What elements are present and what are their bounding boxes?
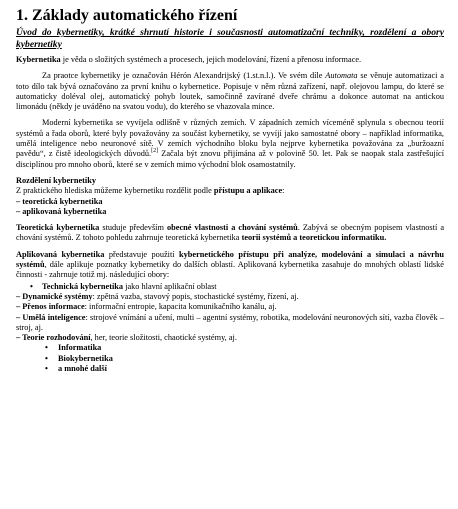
field-bold: Dynamické systémy xyxy=(22,291,93,301)
applied-text-1: představuje použití xyxy=(104,249,180,259)
field-bold: Teorie rozhodování xyxy=(22,333,91,343)
theoretical-bold-3: teorii systémů a teoretickou informatiku. xyxy=(241,233,387,243)
page-title: 1. Základy automatického řízení xyxy=(16,7,238,24)
field-text: : strojové vnímání a učení, multi – agentní systémy, robotika, modelování neuronových sítí, vazba člověk – stroj, aj. xyxy=(16,312,444,332)
division-line-prefix: Z praktického hlediska můžeme kybernetiku rozdělit podle xyxy=(16,186,214,196)
field-bold: Umělá inteligence xyxy=(22,312,86,322)
division-line xyxy=(16,186,444,196)
field-bold: Přenos informace xyxy=(22,302,85,312)
theoretical-text-1: studuje především xyxy=(99,223,168,233)
list-item: – Dynamické systémy: zpětná vazba, stavový popis, stochastické systémy, řízení, aj. xyxy=(16,291,299,301)
list-item: – Přenos informace: informační entropie, kapacita komunikačního kanálu, aj. xyxy=(16,302,277,312)
division-heading: Rozdělení kybernetiky xyxy=(16,175,96,185)
modern-text-1: Moderní kybernetika se vyvíjela odlišně v různých zemích. V západních zemích víceméně splynula s obecnou teorií systémů a řada oborů, které byly považovány za součást kybernetiky, se vyvíjí jako samostatné obory – například informatika, umělá inteligence nebo neuronové sítě. V zemích východního bloku byla nejprve kybernetika považována za „buržoazní pavědu“, z čistě ideologických důvodů. xyxy=(16,118,444,159)
applied-bold-2: kybernetického přístupu při analýze, modelování a simulaci a návrhu systémů xyxy=(16,249,445,270)
applied-text-2: , dále aplikuje poznatky kybernetiky do dalších oblastí. Aplikovaná kybernetika zasahuje do mnohých oblastí lidské činnosti - zahrnuje totiž mj. následující obory: xyxy=(16,260,444,280)
theoretical-text-2: . Zabývá se obecným popisem vlastností a chování systémů. Z tohoto pohledu zahrnuje teoretická kybernetika xyxy=(16,223,445,243)
history-italic: Automata xyxy=(325,71,358,81)
theoretical-bold-2: obecné vlastnosti a chování systémů xyxy=(167,223,298,233)
field-text: : zpětná vazba, stavový popis, stochastické systémy, řízení, aj. xyxy=(92,291,299,301)
field-text: , her, teorie složitosti, chaotické systémy, aj. xyxy=(90,333,237,343)
applied-term: Aplikovaná kybernetika xyxy=(16,249,105,259)
division-item-applied: – aplikovaná kybernetika xyxy=(16,206,107,216)
field-text: jako hlavní aplikační oblast xyxy=(123,281,217,291)
intro-paragraph xyxy=(16,55,444,65)
theoretical-paragraph xyxy=(16,223,444,244)
list-item: • a mnohé další xyxy=(58,364,444,374)
fields-list-secondary xyxy=(16,343,444,374)
division-section xyxy=(16,176,444,217)
history-paragraph xyxy=(16,71,444,112)
history-text-2: se věnuje automatizaci a toto dílo tak bývá označováno za první knihu o kybernetice. Popisuje v něm různá zařízení, např. olejovou lampu, do které se automaticky doléval olej, automatický pohyb loutek, samočinně zavírané dveře chrámu a dokonce automat na antickou limonádu (někdy je uváděno na svatou vodu), do kterého se vhazovala mince. xyxy=(16,71,444,112)
theoretical-term: Teoretická kybernetika xyxy=(16,223,100,233)
modern-text-2: Začala být znovu přijímána až v polovině 50. let. Pak se naopak stala zastřešující disciplínou pro mnoho oborů, které se v zemích mimo východní blok osamostatnily. xyxy=(16,149,444,169)
list-item xyxy=(42,282,444,292)
history-text-1: Za praotce kybernetiky je označován Hérón Alexandrijský (1.st.n.l.). Ve svém díle xyxy=(42,71,326,81)
list-item: – Teorie rozhodování, her, teorie složitosti, chaotické systémy, aj. xyxy=(16,333,237,343)
intro-term: Kybernetika xyxy=(16,55,61,64)
field-bold: Technická kybernetika xyxy=(42,281,124,291)
modern-paragraph xyxy=(16,118,444,169)
intro-text: je věda o složitých systémech a procesech, jejich modelování, řízení a přenosu informace. xyxy=(60,55,362,64)
page-subtitle: Úvod do kybernetiky, krátké shrnutí historie i současnosti automatizační techniky, rozdělení a obory kybernetiky xyxy=(16,27,444,50)
list-item: • Informatika xyxy=(58,343,444,353)
division-item-theoretical: – teoretická kybernetika xyxy=(16,196,103,206)
list-item: – Umělá inteligence: strojové vnímání a učení, multi – agentní systémy, robotika, modelování neuronových sítí, vazba člověk – stroj, aj. xyxy=(16,312,444,332)
list-item: • Biokybernetika xyxy=(58,354,444,364)
fields-dash-list xyxy=(16,292,444,343)
citation-link[interactable]: [2] xyxy=(151,148,159,155)
fields-list-primary xyxy=(16,282,444,292)
division-line-suffix: : xyxy=(282,186,285,196)
division-line-bold: přístupu a aplikace xyxy=(213,186,283,196)
applied-paragraph xyxy=(16,250,444,281)
field-text: : informační entropie, kapacita komunikačního kanálu, aj. xyxy=(84,302,277,312)
